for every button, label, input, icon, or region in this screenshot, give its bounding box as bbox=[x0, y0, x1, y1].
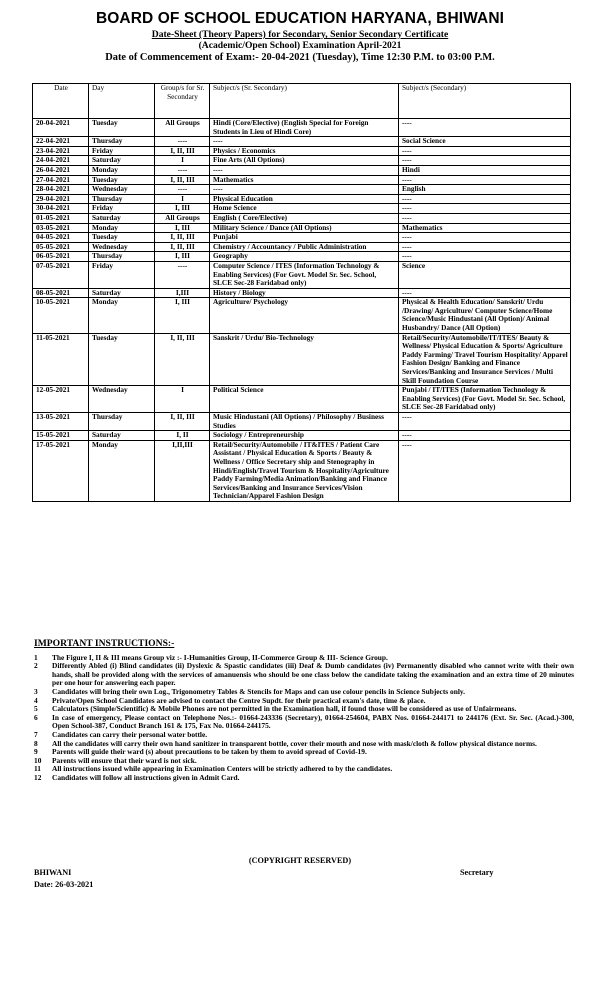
instructions-list bbox=[34, 654, 574, 783]
cell-date: 15-05-2021 bbox=[33, 431, 89, 441]
issue-date: Date: 26-03-2021 bbox=[34, 880, 94, 889]
cell-date: 03-05-2021 bbox=[33, 223, 89, 233]
cell-date: 12-05-2021 bbox=[33, 386, 89, 413]
cell-date: 30-04-2021 bbox=[33, 204, 89, 214]
cell-sec-subjects: Physical & Health Education/ Sanskrit/ Urdu /Drawing/ Agriculture/ Computer Science/Home Science/Music Hindustani (All Option)/ Animal Husbandry/ Dance (All Option) bbox=[399, 298, 571, 333]
cell-sr-subjects: Computer Science / ITES (Information Technology & Enabling Services) (For Govt. Model Sr. Sec. School, SLCE Sec-28 Faridabad only) bbox=[210, 261, 399, 288]
instruction-text: Parents will ensure that their ward is not sick. bbox=[52, 755, 197, 765]
cell-group: I, II, III bbox=[155, 333, 210, 386]
cell-sec-subjects: Punjabi / IT/ITES (Information Technology & Enabling Services) (For Govt. Model Sr. Sec. School, SLCE Sec-28 Faridabad only) bbox=[399, 386, 571, 413]
cell-date: 29-04-2021 bbox=[33, 194, 89, 204]
instruction-text: Parents will guide their ward (s) about precautions to be taken by them to avoid spread of Covid-19. bbox=[52, 747, 367, 757]
cell-sec-subjects: ---- bbox=[399, 233, 571, 243]
cell-sec-subjects: Hindi bbox=[399, 165, 571, 175]
cell-sec-subjects: English bbox=[399, 185, 571, 195]
cell-group: I bbox=[155, 194, 210, 204]
instruction-text: Candidates will follow all instructions given in Admit Card. bbox=[52, 772, 240, 782]
instruction-number: 10 bbox=[34, 755, 42, 765]
instruction-text: Private/Open School Candidates are advised to contact the Centre Supdt. for their practical exam's date, time & place. bbox=[52, 695, 426, 705]
cell-group: I, II bbox=[155, 431, 210, 441]
cell-group: I, III bbox=[155, 298, 210, 333]
cell-group: I,III bbox=[155, 288, 210, 298]
cell-date: 10-05-2021 bbox=[33, 298, 89, 333]
cell-group: I, II, III bbox=[155, 175, 210, 185]
cell-group: I, II, III bbox=[155, 233, 210, 243]
table-row bbox=[33, 431, 571, 441]
cell-sec-subjects: ---- bbox=[399, 194, 571, 204]
instructions-title: IMPORTANT INSTRUCTIONS:- bbox=[34, 638, 175, 649]
cell-date: 22-04-2021 bbox=[33, 137, 89, 147]
cell-sec-subjects: ---- bbox=[399, 146, 571, 156]
cell-date: 23-04-2021 bbox=[33, 146, 89, 156]
cell-sr-subjects: Physics / Economics bbox=[210, 146, 399, 156]
commencement-line: Date of Commencement of Exam:- 20-04-2021 (Tuesday), Time 12:30 P.M. to 03:00 P.M. bbox=[105, 52, 495, 63]
cell-day: Tuesday bbox=[89, 333, 155, 386]
cell-sec-subjects: ---- bbox=[399, 252, 571, 262]
cell-date: 05-05-2021 bbox=[33, 242, 89, 252]
instruction-number: 12 bbox=[34, 772, 42, 782]
instruction-text: In case of emergency, Please contact on Telephone Nos.:- 01664-243336 (Secretary), 01664-254604, PABX Nos. 01664-244171 to 244176 (Ext. Sr. Sec. (Acad.)-300, Open School-387, Conduct Branch 161 & 175, Fax No. 01664-244175. bbox=[52, 712, 574, 731]
cell-day: Saturday bbox=[89, 156, 155, 166]
cell-day: Friday bbox=[89, 261, 155, 288]
cell-day: Thursday bbox=[89, 194, 155, 204]
cell-day: Wednesday bbox=[89, 386, 155, 413]
instruction-text: All the candidates will carry their own hand sanitizer in transparent bottle, cover their mouth and nose with mask/cloth & follow physical distance norms. bbox=[52, 738, 537, 748]
instruction-number: 8 bbox=[34, 738, 38, 748]
cell-group: ---- bbox=[155, 165, 210, 175]
table-row bbox=[33, 165, 571, 175]
cell-sr-subjects: History / Biology bbox=[210, 288, 399, 298]
cell-date: 20-04-2021 bbox=[33, 119, 89, 137]
cell-sec-subjects: Social Science bbox=[399, 137, 571, 147]
cell-group: I bbox=[155, 156, 210, 166]
copyright-note: (COPYRIGHT RESERVED) bbox=[248, 856, 352, 865]
cell-sec-subjects: ---- bbox=[399, 204, 571, 214]
cell-sec-subjects: ---- bbox=[399, 413, 571, 431]
cell-day: Wednesday bbox=[89, 185, 155, 195]
cell-day: Monday bbox=[89, 440, 155, 501]
date-sheet-page bbox=[0, 10, 600, 998]
instruction-number: 5 bbox=[34, 704, 38, 714]
instruction-number: 3 bbox=[34, 686, 38, 696]
cell-date: 01-05-2021 bbox=[33, 213, 89, 223]
cell-group: I, III bbox=[155, 204, 210, 214]
cell-day: Monday bbox=[89, 165, 155, 175]
cell-group: All Groups bbox=[155, 119, 210, 137]
table-row bbox=[33, 194, 571, 204]
cell-group: I, II, III bbox=[155, 413, 210, 431]
cell-sec-subjects: ---- bbox=[399, 288, 571, 298]
cell-sr-subjects: Music Hindustani (All Options) / Philosophy / Business Studies bbox=[210, 413, 399, 431]
cell-day: Monday bbox=[89, 298, 155, 333]
table-row bbox=[33, 204, 571, 214]
cell-day: Saturday bbox=[89, 288, 155, 298]
table-row bbox=[33, 137, 571, 147]
cell-date: 26-04-2021 bbox=[33, 165, 89, 175]
cell-day: Tuesday bbox=[89, 233, 155, 243]
header-group: Group/s for Sr. Secondary bbox=[155, 84, 210, 119]
cell-date: 08-05-2021 bbox=[33, 288, 89, 298]
cell-date: 24-04-2021 bbox=[33, 156, 89, 166]
instruction-text: All instructions issued while appearing in Examination Centers will be strictly adhered to by the candidates. bbox=[52, 764, 393, 774]
cell-sr-subjects: Political Science bbox=[210, 386, 399, 413]
instruction-item bbox=[34, 662, 574, 688]
cell-group: All Groups bbox=[155, 213, 210, 223]
cell-day: Saturday bbox=[89, 431, 155, 441]
cell-sr-subjects: ---- bbox=[210, 185, 399, 195]
cell-day: Friday bbox=[89, 146, 155, 156]
table-header-row bbox=[33, 84, 571, 119]
cell-date: 06-05-2021 bbox=[33, 252, 89, 262]
cell-date: 13-05-2021 bbox=[33, 413, 89, 431]
instruction-number: 7 bbox=[34, 729, 38, 739]
instruction-number: 11 bbox=[34, 764, 41, 774]
cell-group: ---- bbox=[155, 185, 210, 195]
instruction-number: 1 bbox=[34, 652, 38, 662]
table-row bbox=[33, 333, 571, 386]
table-row bbox=[33, 298, 571, 333]
cell-sec-subjects: Mathematics bbox=[399, 223, 571, 233]
cell-sr-subjects: ---- bbox=[210, 137, 399, 147]
cell-sr-subjects: Military Science / Dance (All Options) bbox=[210, 223, 399, 233]
cell-day: Saturday bbox=[89, 213, 155, 223]
schedule-table bbox=[32, 83, 571, 502]
header-day: Day bbox=[89, 84, 155, 119]
header-date: Date bbox=[33, 84, 89, 119]
cell-sr-subjects: English ( Core/Elective) bbox=[210, 213, 399, 223]
instruction-text: Calculators (Simple/Scientific) & Mobile Phones are not permitted in the Examination hall, if found those will be considered as use of Unfairmeans. bbox=[52, 704, 517, 714]
cell-sr-subjects: Chemistry / Accountancy / Public Administration bbox=[210, 242, 399, 252]
cell-sr-subjects: Agriculture/ Psychology bbox=[210, 298, 399, 333]
cell-sr-subjects: Home Science bbox=[210, 204, 399, 214]
instruction-number: 2 bbox=[34, 661, 38, 671]
header-sec-subjects: Subject/s (Secondary) bbox=[399, 84, 571, 119]
cell-sec-subjects: ---- bbox=[399, 242, 571, 252]
sheet-title: Date-Sheet (Theory Papers) for Secondary, Senior Secondary Certificate bbox=[151, 29, 449, 40]
board-title: BOARD OF SCHOOL EDUCATION HARYANA, BHIWANI bbox=[95, 10, 505, 27]
table-row bbox=[33, 233, 571, 243]
cell-date: 11-05-2021 bbox=[33, 333, 89, 386]
table-row bbox=[33, 185, 571, 195]
cell-sec-subjects: ---- bbox=[399, 119, 571, 137]
cell-sr-subjects: Mathematics bbox=[210, 175, 399, 185]
cell-group: I,II,III bbox=[155, 440, 210, 501]
cell-sr-subjects: Punjabi bbox=[210, 233, 399, 243]
cell-group: I, II, III bbox=[155, 242, 210, 252]
instruction-number: 6 bbox=[34, 712, 38, 722]
cell-date: 28-04-2021 bbox=[33, 185, 89, 195]
cell-sr-subjects: Sanskrit / Urdu/ Bio-Technology bbox=[210, 333, 399, 386]
table-row bbox=[33, 413, 571, 431]
cell-sec-subjects: ---- bbox=[399, 431, 571, 441]
cell-sec-subjects: ---- bbox=[399, 213, 571, 223]
cell-group: ---- bbox=[155, 137, 210, 147]
instruction-text: The Figure I, II & III means Group viz :- I-Humanities Group, II-Commerce Group & III- Science Group. bbox=[52, 652, 388, 662]
cell-day: Tuesday bbox=[89, 175, 155, 185]
table-row bbox=[33, 440, 571, 501]
table-row bbox=[33, 386, 571, 413]
cell-sr-subjects: Physical Education bbox=[210, 194, 399, 204]
cell-sec-subjects: ---- bbox=[399, 440, 571, 501]
signatory: Secretary bbox=[460, 868, 494, 877]
instruction-text: Candidates will bring their own Log., Trigonometry Tables & Stencils for Maps and can use colour pencils in Science Subjects only. bbox=[52, 686, 466, 696]
cell-sec-subjects: ---- bbox=[399, 156, 571, 166]
table-row bbox=[33, 261, 571, 288]
sheet-subtitle: (Academic/Open School) Examination April-2021 bbox=[198, 40, 402, 51]
cell-sr-subjects: Geography bbox=[210, 252, 399, 262]
cell-day: Thursday bbox=[89, 413, 155, 431]
cell-group: I bbox=[155, 386, 210, 413]
cell-day: Thursday bbox=[89, 137, 155, 147]
cell-sr-subjects: Hindi (Core/Elective) (English Special for Foreign Students in Lieu of Hindi Core) bbox=[210, 119, 399, 137]
table-row bbox=[33, 213, 571, 223]
cell-day: Wednesday bbox=[89, 242, 155, 252]
cell-date: 17-05-2021 bbox=[33, 440, 89, 501]
cell-group: I, II, III bbox=[155, 146, 210, 156]
issue-place: BHIWANI bbox=[34, 868, 72, 877]
instruction-number: 9 bbox=[34, 747, 38, 757]
cell-sr-subjects: Sociology / Entrepreneurship bbox=[210, 431, 399, 441]
cell-sr-subjects: Retail/Security/Automobile / IT&ITES / Patient Care Assistant / Physical Education & Sports / Beauty & Wellness / Office Secretary ship and Stenography in Hindi/English/Travel Tourism & Hospitality/Agriculture Paddy Farming/Media Animation/Banking and Finance Services/Banking and Insurance Services/Vision Technician/Apparel Fashion Design bbox=[210, 440, 399, 501]
cell-sec-subjects: Science bbox=[399, 261, 571, 288]
cell-day: Friday bbox=[89, 204, 155, 214]
instruction-text: Differently Abled (i) Blind candidates (ii) Dyslexic & Spastic candidates (iii) Deaf & Dumb candidates (iv) Permanently disabled who cannot write with their own hands, shall be provided along with the services of amanuensis who should be one class below the candidate taking the examination and an extra time of 20 minutes per one hour for answering each paper. bbox=[52, 661, 574, 688]
cell-sr-subjects: ---- bbox=[210, 165, 399, 175]
header-sr-subjects: Subject/s (Sr. Secondary) bbox=[210, 84, 399, 119]
instruction-text: Candidates can carry their personal water bottle. bbox=[52, 729, 208, 739]
cell-date: 27-04-2021 bbox=[33, 175, 89, 185]
instruction-number: 4 bbox=[34, 695, 38, 705]
cell-sec-subjects: ---- bbox=[399, 175, 571, 185]
cell-group: I, III bbox=[155, 223, 210, 233]
cell-date: 04-05-2021 bbox=[33, 233, 89, 243]
cell-date: 07-05-2021 bbox=[33, 261, 89, 288]
cell-day: Thursday bbox=[89, 252, 155, 262]
cell-day: Tuesday bbox=[89, 119, 155, 137]
cell-sec-subjects: Retail/Security/Automobile/IT/ITES/ Beauty & Wellness/ Physical Education & Sports/ Agriculture Paddy Farming/ Travel Tourism Hospitality/ Apparel Fashion Design/ Banking and Finance Services/Banking and Insurance Services / Multi Skill Foundation Course bbox=[399, 333, 571, 386]
instructions-section bbox=[34, 640, 574, 783]
cell-sr-subjects: Fine Arts (All Options) bbox=[210, 156, 399, 166]
cell-group: I, III bbox=[155, 252, 210, 262]
instruction-item bbox=[34, 714, 574, 731]
table-row bbox=[33, 119, 571, 137]
instruction-item bbox=[34, 774, 574, 783]
table-row bbox=[33, 252, 571, 262]
cell-day: Monday bbox=[89, 223, 155, 233]
cell-group: ---- bbox=[155, 261, 210, 288]
